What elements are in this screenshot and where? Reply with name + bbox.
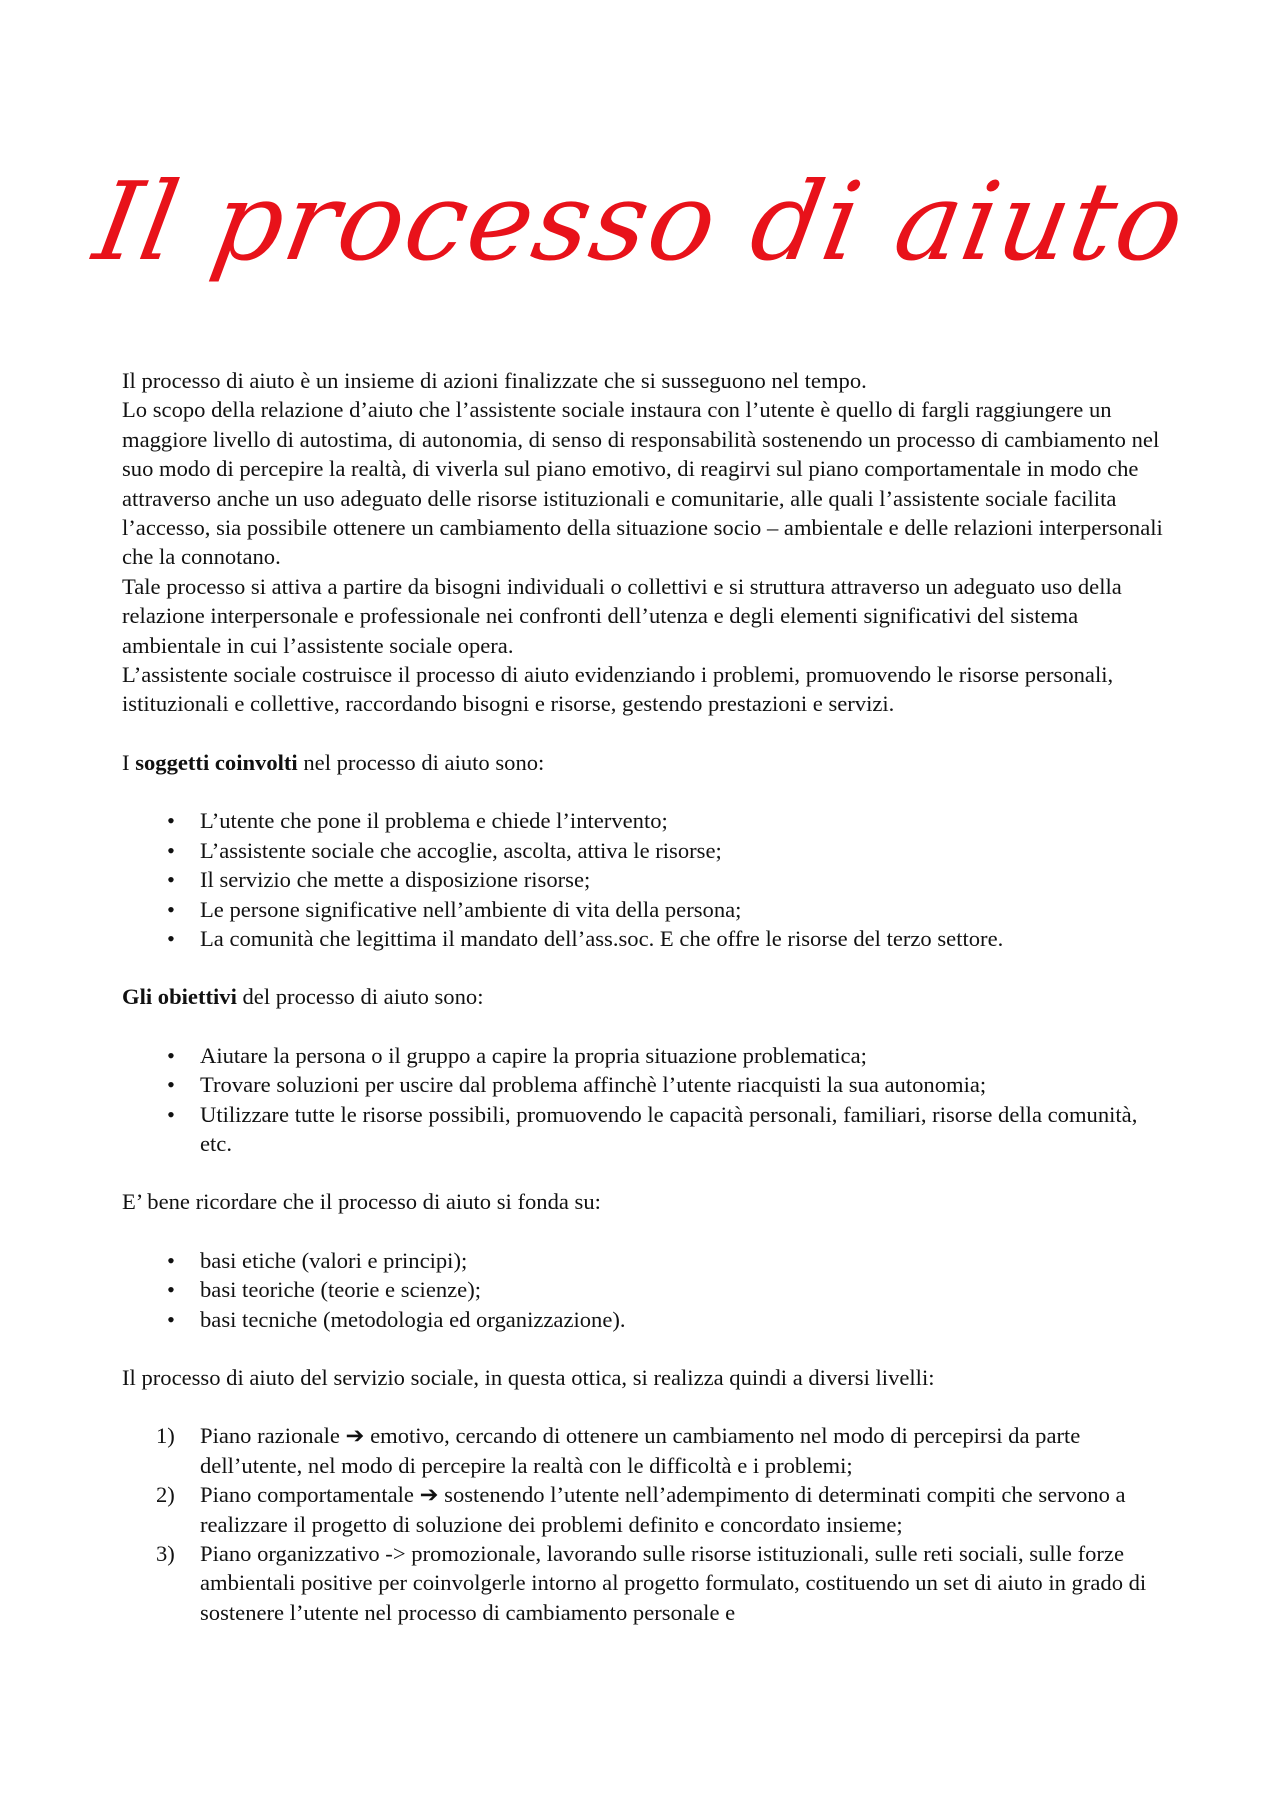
spacer bbox=[122, 1158, 1172, 1187]
bullet-icon: • bbox=[167, 1277, 175, 1303]
list-item-text: Aiutare la persona o il gruppo a capire la propria situazione problematica; bbox=[200, 1042, 867, 1068]
soggetti-suffix: nel processo di aiuto sono: bbox=[297, 749, 545, 775]
bullet-icon: • bbox=[167, 925, 175, 951]
list-item-text: L’assistente sociale che accoglie, ascolta, attiva le risorse; bbox=[200, 837, 722, 863]
bullet-icon: • bbox=[167, 896, 175, 922]
spacer bbox=[122, 1392, 1172, 1421]
obiettivi-list bbox=[122, 1041, 1172, 1159]
intro-paragraph: L’assistente sociale costruisce il processo di aiuto evidenziando i problemi, promuovendo le risorse personali, istituzionali e collettive, raccordando bisogni e risorse, gestendo prestazioni e servizi. bbox=[122, 662, 1114, 717]
list-item bbox=[167, 865, 1172, 894]
bullet-icon: • bbox=[167, 837, 175, 863]
list-item bbox=[167, 1100, 1172, 1159]
livelli-list bbox=[122, 1421, 1172, 1627]
list-item bbox=[156, 1480, 1172, 1539]
list-item-text: L’utente che pone il problema e chiede l’intervento; bbox=[200, 808, 668, 834]
soggetti-heading bbox=[122, 748, 1172, 777]
list-item bbox=[167, 1305, 1172, 1334]
obiettivi-bold: Gli obiettivi bbox=[122, 984, 237, 1010]
list-item bbox=[167, 1275, 1172, 1304]
obiettivi-heading bbox=[122, 982, 1172, 1011]
list-number: 3) bbox=[156, 1541, 175, 1566]
intro-paragraph: Il processo di aiuto è un insieme di azioni finalizzate che si susseguono nel tempo. bbox=[122, 368, 867, 393]
spacer bbox=[122, 1012, 1172, 1041]
bullet-icon: • bbox=[167, 1306, 175, 1332]
soggetti-prefix: I bbox=[122, 749, 136, 775]
basi-heading: E’ bene ricordare che il processo di aiuto si fonda su: bbox=[122, 1189, 601, 1215]
intro-paragraph: Tale processo si attiva a partire da bisogni individuali o collettivi e si struttura attraverso un adeguato uso della relazione interpersonale e professionale nei confronti dell’utenza e degli elementi significativi del sistema ambientale in cui l’assistente sociale opera. bbox=[122, 573, 1122, 658]
obiettivi-suffix: del processo di aiuto sono: bbox=[236, 984, 484, 1010]
list-item-text: Le persone significative nell’ambiente di vita della persona; bbox=[200, 896, 742, 922]
bullet-icon: • bbox=[167, 1042, 175, 1068]
list-item-text: basi tecniche (metodologia ed organizzazione). bbox=[200, 1306, 626, 1332]
list-item-text: Utilizzare tutte le risorse possibili, promuovendo le capacità personali, familiari, risorse della comunità, etc. bbox=[200, 1101, 1138, 1156]
livelli-heading: Il processo di aiuto del servizio sociale, in questa ottica, si realizza quindi a diversi livelli: bbox=[122, 1364, 935, 1390]
list-item bbox=[167, 806, 1172, 835]
document-body bbox=[122, 366, 1172, 1627]
spacer bbox=[122, 1217, 1172, 1246]
list-item bbox=[167, 1246, 1172, 1275]
list-item-text: Piano organizzativo -> promozionale, lavorando sulle risorse istituzionali, sulle reti sociali, sulle forze ambientali positive per coinvolgerle intorno al progetto formulato, costituendo un set di aiuto in grado di sostenere l’utente nel processo di cambiamento personale e bbox=[200, 1541, 1147, 1625]
list-item bbox=[167, 895, 1172, 924]
list-number: 1) bbox=[156, 1423, 175, 1449]
spacer bbox=[122, 719, 1172, 748]
list-item bbox=[167, 1070, 1172, 1099]
list-item bbox=[167, 924, 1172, 953]
list-item bbox=[156, 1421, 1172, 1480]
list-number: 2) bbox=[156, 1482, 175, 1508]
list-item-text: basi teoriche (teorie e scienze); bbox=[200, 1277, 482, 1303]
list-item-text: Trovare soluzioni per uscire dal problema affinchè l’utente riacquisti la sua autonomia; bbox=[200, 1072, 987, 1098]
list-item bbox=[167, 1041, 1172, 1070]
spacer bbox=[122, 953, 1172, 982]
list-item-text: Piano comportamentale ➔ sostenendo l’utente nell’adempimento di determinati compiti che servono a realizzare il progetto di soluzione dei problemi definito e concordato insieme; bbox=[200, 1482, 1126, 1537]
bullet-icon: • bbox=[167, 1101, 175, 1127]
list-item bbox=[156, 1539, 1172, 1627]
soggetti-list bbox=[122, 806, 1172, 953]
spacer bbox=[122, 777, 1172, 806]
intro-paragraph: Lo scopo della relazione d’aiuto che l’assistente sociale instaura con l’utente è quello di fargli raggiungere un maggiore livello di autostima, di autonomia, di senso di responsabilità sostenendo un processo di cambiamento nel suo modo di percepire la realtà, di viverla sul piano emotivo, di reagirvi sul piano comportamentale in modo che attraverso anche un uso adeguato delle risorse istituzionali e comunitarie, alle quali l’assistente sociale facilita l’accesso, sia possibile ottenere un cambiamento della situazione socio – ambientale e delle relazioni interpersonali che la connotano. bbox=[122, 397, 1163, 570]
list-item-text: La comunità che legittima il mandato dell’ass.soc. E che offre le risorse del terzo settore. bbox=[200, 925, 1004, 951]
list-item-text: basi etiche (valori e principi); bbox=[200, 1247, 468, 1273]
bullet-icon: • bbox=[167, 808, 175, 834]
basi-list bbox=[122, 1246, 1172, 1334]
list-item-text: Il servizio che mette a disposizione risorse; bbox=[200, 867, 591, 893]
bullet-icon: • bbox=[167, 1072, 175, 1098]
soggetti-bold: soggetti coinvolti bbox=[135, 749, 298, 775]
list-item-text: Piano razionale ➔ emotivo, cercando di ottenere un cambiamento nel modo di percepirsi da parte dell’utente, nel modo di percepire la realtà con le difficoltà e i problemi; bbox=[200, 1423, 1081, 1478]
bullet-icon: • bbox=[167, 867, 175, 893]
bullet-icon: • bbox=[167, 1247, 175, 1273]
list-item bbox=[167, 836, 1172, 865]
page-title: Il processo di aiuto bbox=[85, 160, 1195, 285]
title-block bbox=[0, 148, 1280, 318]
spacer bbox=[122, 1334, 1172, 1363]
